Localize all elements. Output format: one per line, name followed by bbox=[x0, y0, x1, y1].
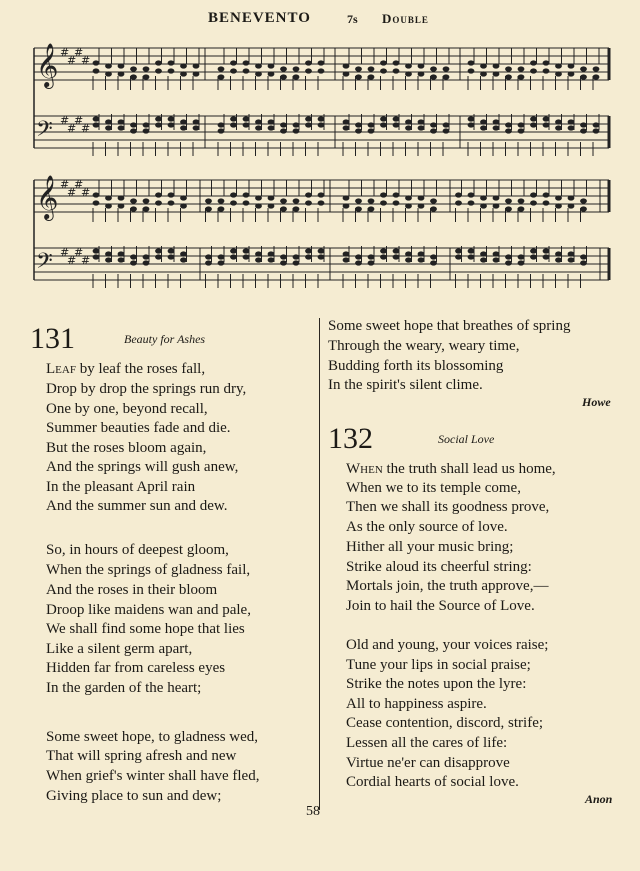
verse-line: Lessen all the cares of life: bbox=[346, 735, 508, 751]
verse-line: Old and young, your voices raise; bbox=[346, 637, 549, 653]
first-line-rest: by leaf the roses fall, bbox=[75, 361, 206, 377]
meter: 7s bbox=[347, 12, 358, 26]
svg-text:#: # bbox=[74, 178, 84, 191]
verse-line: In the pleasant April rain bbox=[46, 479, 196, 495]
verse-line: Tune your lips in social praise; bbox=[346, 657, 531, 673]
verse-line: When we to its temple come, bbox=[346, 480, 521, 496]
verse-line: And the springs will gush anew, bbox=[46, 459, 239, 475]
author-attribution: Howe bbox=[582, 395, 611, 409]
hymn-number: 132 bbox=[328, 422, 373, 455]
verse-line: That will spring afresh and new bbox=[46, 748, 237, 764]
verse-line: Droop like maidens wan and pale, bbox=[46, 602, 251, 618]
svg-text:#: # bbox=[81, 54, 91, 67]
verse-line: When grief's winter shall have fled, bbox=[46, 768, 260, 784]
svg-text:𝄞: 𝄞 bbox=[36, 175, 59, 219]
first-word: When bbox=[346, 461, 383, 477]
verse-line: Mortals join, the truth approve,— bbox=[346, 578, 549, 594]
svg-text:𝄢: 𝄢 bbox=[36, 249, 53, 279]
verse-line bbox=[46, 362, 205, 377]
svg-text:#: # bbox=[60, 114, 70, 127]
tune-header bbox=[0, 10, 640, 30]
svg-text:#: # bbox=[67, 186, 77, 199]
verse-line: And the summer sun and dew. bbox=[46, 498, 228, 514]
verse-line: Giving place to sun and dew; bbox=[46, 788, 222, 804]
svg-text:#: # bbox=[67, 54, 77, 67]
hymn-number: 131 bbox=[30, 322, 75, 355]
first-line-rest: the truth shall lead us home, bbox=[382, 461, 556, 477]
verse-line bbox=[346, 462, 556, 477]
verse-line: Strike the notes upon the lyre: bbox=[346, 676, 527, 692]
first-word: Leaf bbox=[46, 361, 76, 377]
verse-line: In the garden of the heart; bbox=[46, 680, 202, 696]
verse-line: Drop by drop the springs run dry, bbox=[46, 381, 247, 397]
verse-line: When the springs of gladness fail, bbox=[46, 562, 251, 578]
verse-line: Cease contention, discord, strife; bbox=[346, 715, 544, 731]
svg-text:#: # bbox=[67, 254, 77, 267]
hymn-title: Beauty for Ashes bbox=[124, 332, 206, 346]
verse-line: All to happiness aspire. bbox=[346, 696, 487, 712]
verse-line: Like a silent germ apart, bbox=[46, 641, 193, 657]
svg-text:#: # bbox=[81, 186, 91, 199]
verse-line: Some sweet hope that breathes of spring bbox=[328, 318, 571, 334]
verse-line: But the roses bloom again, bbox=[46, 440, 207, 456]
verse-line: Hither all your music bring; bbox=[346, 539, 514, 555]
svg-text:#: # bbox=[74, 246, 84, 259]
verse-line: Summer beauties fade and die. bbox=[46, 420, 231, 436]
svg-text:#: # bbox=[60, 246, 70, 259]
music-score bbox=[0, 36, 640, 306]
svg-text:𝄞: 𝄞 bbox=[36, 43, 59, 87]
verse-line: As the only source of love. bbox=[346, 519, 508, 535]
page-number: 58 bbox=[306, 804, 320, 819]
verse-line: Then we shall its goodness prove, bbox=[346, 499, 550, 515]
verse-line: In the spirit's silent clime. bbox=[328, 377, 483, 393]
verse-line: Strike aloud its cheerful string: bbox=[346, 559, 532, 575]
tune-name: BENEVENTO bbox=[208, 10, 311, 26]
svg-text:#: # bbox=[74, 114, 84, 127]
svg-text:#: # bbox=[67, 122, 77, 135]
svg-text:𝄢: 𝄢 bbox=[36, 117, 53, 147]
verse-line: We shall find some hope that lies bbox=[46, 621, 245, 637]
meter-label: Double bbox=[382, 11, 429, 26]
verse-line: And the roses in their bloom bbox=[46, 582, 218, 598]
svg-text:#: # bbox=[81, 122, 91, 135]
verse-line: Join to hail the Source of Love. bbox=[346, 598, 535, 614]
svg-text:#: # bbox=[60, 46, 70, 59]
verse-line: Virtue ne'er can disapprove bbox=[346, 755, 510, 771]
hymn-title: Social Love bbox=[438, 432, 495, 446]
verse-line: Some sweet hope, to gladness wed, bbox=[46, 729, 259, 745]
verse-line: Budding forth its blossoming bbox=[328, 358, 504, 374]
author-attribution: Anon bbox=[585, 792, 613, 806]
verse-line: Through the weary, weary time, bbox=[328, 338, 520, 354]
verse-line: One by one, beyond recall, bbox=[46, 401, 208, 417]
verse-line: Hidden far from careless eyes bbox=[46, 660, 226, 676]
verse-line: Cordial hearts of social love. bbox=[346, 774, 519, 790]
svg-text:#: # bbox=[74, 46, 84, 59]
column-divider bbox=[319, 318, 320, 810]
svg-text:#: # bbox=[81, 254, 91, 267]
svg-text:#: # bbox=[60, 178, 70, 191]
verse-line: So, in hours of deepest gloom, bbox=[46, 542, 229, 558]
